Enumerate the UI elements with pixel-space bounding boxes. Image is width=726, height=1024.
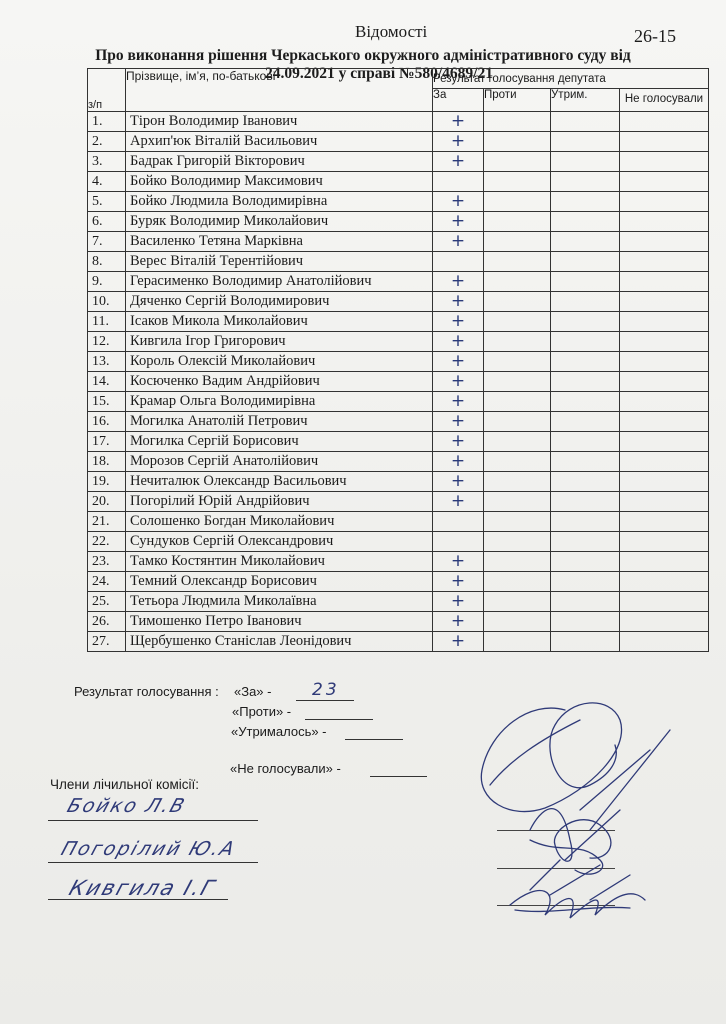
vote-ne-cell [620, 612, 709, 632]
vote-utrym-cell [551, 612, 620, 632]
commission-member-3: Кивгила І.Г [66, 876, 220, 900]
table-row [88, 472, 709, 492]
deputy-name: Нечиталюк Олександр Васильович [126, 472, 433, 492]
deputy-name: Тимошенко Петро Іванович [126, 612, 433, 632]
row-number: 5. [88, 192, 126, 212]
row-number: 7. [88, 232, 126, 252]
vote-za-mark: + [433, 412, 484, 432]
vote-ne-cell [620, 432, 709, 452]
vote-za-mark: + [433, 232, 484, 252]
deputy-name: Верес Віталій Терентійович [126, 252, 433, 272]
deputy-name: Щербушенко Станіслав Леонідович [126, 632, 433, 652]
vote-utrym-cell [551, 512, 620, 532]
deputy-name: Бойко Людмила Володимирівна [126, 192, 433, 212]
row-number: 15. [88, 392, 126, 412]
vote-utrym-cell [551, 552, 620, 572]
result-za-label: «За» - [234, 684, 272, 699]
table-row [88, 172, 709, 192]
vote-za-mark: + [433, 352, 484, 372]
vote-ne-cell [620, 312, 709, 332]
vote-za-mark [433, 172, 484, 192]
table-row [88, 112, 709, 132]
vote-za-mark: + [433, 152, 484, 172]
deputy-name: Погорілий Юрій Андрійович [126, 492, 433, 512]
vote-utrym-cell [551, 452, 620, 472]
commission-label: Члени лічильної комісії: [50, 777, 200, 792]
vote-ne-cell [620, 572, 709, 592]
vote-utrym-cell [551, 192, 620, 212]
vote-ne-cell [620, 152, 709, 172]
vote-proty-cell [484, 112, 551, 132]
vote-ne-cell [620, 492, 709, 512]
vote-utrym-cell [551, 112, 620, 132]
vote-utrym-cell [551, 272, 620, 292]
vote-ne-cell [620, 172, 709, 192]
vote-ne-cell [620, 452, 709, 472]
vote-proty-cell [484, 412, 551, 432]
result-proty-label: «Проти» - [232, 704, 292, 719]
voting-table [87, 68, 709, 652]
deputy-name: Косюченко Вадим Андрійович [126, 372, 433, 392]
row-number: 25. [88, 592, 126, 612]
vote-utrym-cell [551, 252, 620, 272]
vote-proty-cell [484, 492, 551, 512]
table-row [88, 232, 709, 252]
vote-utrym-cell [551, 492, 620, 512]
vote-proty-cell [484, 252, 551, 272]
table-row [88, 372, 709, 392]
result-ne-label: «Не голосували» - [230, 761, 341, 776]
deputy-name: Бадрак Григорій Вікторович [126, 152, 433, 172]
result-label: Результат голосування : [74, 684, 219, 699]
result-utrym-line [345, 739, 403, 740]
vote-ne-cell [620, 372, 709, 392]
vote-proty-cell [484, 272, 551, 292]
vote-proty-cell [484, 352, 551, 372]
row-number: 12. [88, 332, 126, 352]
vote-proty-cell [484, 152, 551, 172]
vote-ne-cell [620, 232, 709, 252]
table-row [88, 532, 709, 552]
row-number: 6. [88, 212, 126, 232]
row-number: 23. [88, 552, 126, 572]
vote-proty-cell [484, 392, 551, 412]
row-number: 22. [88, 532, 126, 552]
vote-za-mark: + [433, 612, 484, 632]
vote-za-mark: + [433, 632, 484, 652]
vote-proty-cell [484, 432, 551, 452]
vote-za-mark: + [433, 492, 484, 512]
vote-utrym-cell [551, 212, 620, 232]
vote-utrym-cell [551, 232, 620, 252]
column-header-za: За [433, 89, 484, 112]
deputy-name: Крамар Ольга Володимирівна [126, 392, 433, 412]
row-number: 8. [88, 252, 126, 272]
table-row [88, 512, 709, 532]
vote-proty-cell [484, 232, 551, 252]
vote-proty-cell [484, 612, 551, 632]
vote-proty-cell [484, 532, 551, 552]
vote-utrym-cell [551, 312, 620, 332]
voting-table-body [88, 112, 709, 652]
vote-proty-cell [484, 192, 551, 212]
vote-ne-cell [620, 252, 709, 272]
vote-utrym-cell [551, 292, 620, 312]
column-header-proty: Проти [484, 89, 551, 112]
row-number: 16. [88, 412, 126, 432]
vote-za-mark [433, 252, 484, 272]
deputy-name: Могилка Сергій Борисович [126, 432, 433, 452]
result-za-line [296, 700, 354, 701]
row-number: 3. [88, 152, 126, 172]
table-row [88, 432, 709, 452]
vote-za-mark: + [433, 212, 484, 232]
column-header-ne-holosuvaly: Не голосували [620, 89, 709, 112]
vote-utrym-cell [551, 132, 620, 152]
row-number: 9. [88, 272, 126, 292]
deputy-name: Бойко Володимир Максимович [126, 172, 433, 192]
result-utrym-label: «Утрималось» - [231, 724, 327, 739]
table-row [88, 352, 709, 372]
table-row [88, 272, 709, 292]
vote-proty-cell [484, 452, 551, 472]
vote-za-mark: + [433, 272, 484, 292]
vote-za-mark: + [433, 432, 484, 452]
column-header-number: з/п [88, 69, 126, 112]
deputy-name: Кивгила Ігор Григорович [126, 332, 433, 352]
row-number: 18. [88, 452, 126, 472]
deputy-name: Архип'юк Віталій Васильович [126, 132, 433, 152]
table-row [88, 412, 709, 432]
vote-za-mark: + [433, 292, 484, 312]
table-row [88, 132, 709, 152]
table-row [88, 572, 709, 592]
vote-ne-cell [620, 212, 709, 232]
vote-utrym-cell [551, 592, 620, 612]
vote-proty-cell [484, 472, 551, 492]
column-header-utrym: Утрим. [551, 89, 620, 112]
deputy-name: Тамко Костянтин Миколайович [126, 552, 433, 572]
table-row [88, 192, 709, 212]
vote-ne-cell [620, 112, 709, 132]
vote-utrym-cell [551, 572, 620, 592]
result-ne-line [370, 776, 427, 777]
table-row [88, 312, 709, 332]
vote-ne-cell [620, 592, 709, 612]
vote-za-mark: + [433, 192, 484, 212]
vote-za-mark [433, 532, 484, 552]
vote-utrym-cell [551, 532, 620, 552]
vote-proty-cell [484, 572, 551, 592]
commission-member-1: Бойко Л.В [64, 795, 190, 817]
commission-member-2: Погорілий Ю.А [58, 838, 239, 860]
table-row [88, 292, 709, 312]
vote-ne-cell [620, 352, 709, 372]
vote-za-mark: + [433, 312, 484, 332]
signature-scribbles [470, 690, 700, 930]
vote-za-mark: + [433, 392, 484, 412]
vote-za-mark: + [433, 572, 484, 592]
vote-ne-cell [620, 632, 709, 652]
table-row [88, 212, 709, 232]
vote-za-mark: + [433, 112, 484, 132]
vote-ne-cell [620, 392, 709, 412]
deputy-name: Тірон Володимир Іванович [126, 112, 433, 132]
deputy-name: Герасименко Володимир Анатолійович [126, 272, 433, 292]
table-row [88, 452, 709, 472]
vote-za-mark: + [433, 552, 484, 572]
vote-utrym-cell [551, 152, 620, 172]
subtitle-line-2: 24.09.2021 у справі №580/4689/21 [265, 65, 493, 82]
row-number: 4. [88, 172, 126, 192]
deputy-name: Дяченко Сергій Володимирович [126, 292, 433, 312]
column-header-name: Прізвище, ім’я, по-батькові [126, 69, 433, 112]
row-number: 24. [88, 572, 126, 592]
row-number: 11. [88, 312, 126, 332]
vote-proty-cell [484, 172, 551, 192]
deputy-name: Король Олексій Миколайович [126, 352, 433, 372]
vote-ne-cell [620, 292, 709, 312]
row-number: 1. [88, 112, 126, 132]
vote-ne-cell [620, 552, 709, 572]
deputy-name: Солошенко Богдан Миколайович [126, 512, 433, 532]
vote-za-mark: + [433, 452, 484, 472]
table-row [88, 592, 709, 612]
vote-proty-cell [484, 292, 551, 312]
table-row [88, 492, 709, 512]
subtitle-line-1: Про виконання рішення Черкаського окружного адміністративного суду від [95, 47, 631, 64]
table-row [88, 392, 709, 412]
row-number: 2. [88, 132, 126, 152]
row-number: 17. [88, 432, 126, 452]
result-za-value: 23 [312, 680, 340, 700]
vote-utrym-cell [551, 632, 620, 652]
vote-proty-cell [484, 632, 551, 652]
vote-za-mark: + [433, 372, 484, 392]
vote-za-mark [433, 512, 484, 532]
member-3-line [48, 899, 228, 900]
member-1-line [48, 820, 258, 821]
deputy-name: Сундуков Сергій Олександрович [126, 532, 433, 552]
vote-proty-cell [484, 212, 551, 232]
vote-proty-cell [484, 512, 551, 532]
vote-utrym-cell [551, 172, 620, 192]
row-number: 21. [88, 512, 126, 532]
vote-proty-cell [484, 552, 551, 572]
deputy-name: Морозов Сергій Анатолійович [126, 452, 433, 472]
deputy-name: Темний Олександр Борисович [126, 572, 433, 592]
vote-proty-cell [484, 372, 551, 392]
vote-utrym-cell [551, 352, 620, 372]
table-row [88, 612, 709, 632]
vote-ne-cell [620, 272, 709, 292]
vote-ne-cell [620, 532, 709, 552]
row-number: 26. [88, 612, 126, 632]
deputy-name: Ісаков Микола Миколайович [126, 312, 433, 332]
row-number: 10. [88, 292, 126, 312]
row-number: 14. [88, 372, 126, 392]
vote-ne-cell [620, 192, 709, 212]
deputy-name: Тетьора Людмила Миколаївна [126, 592, 433, 612]
vote-proty-cell [484, 592, 551, 612]
vote-ne-cell [620, 472, 709, 492]
vote-utrym-cell [551, 332, 620, 352]
vote-ne-cell [620, 132, 709, 152]
deputy-name: Буряк Володимир Миколайович [126, 212, 433, 232]
document-title: Відомості [355, 22, 428, 41]
vote-za-mark: + [433, 332, 484, 352]
vote-utrym-cell [551, 432, 620, 452]
deputy-name: Василенко Тетяна Марківна [126, 232, 433, 252]
deputy-name: Могилка Анатолій Петрович [126, 412, 433, 432]
vote-proty-cell [484, 312, 551, 332]
result-proty-line [305, 719, 373, 720]
table-row [88, 632, 709, 652]
vote-za-mark: + [433, 472, 484, 492]
vote-za-mark: + [433, 592, 484, 612]
row-number: 19. [88, 472, 126, 492]
row-number: 20. [88, 492, 126, 512]
table-row [88, 252, 709, 272]
column-header-result: Результат голосування депутата [433, 69, 709, 89]
vote-utrym-cell [551, 472, 620, 492]
table-row [88, 152, 709, 172]
table-row [88, 552, 709, 572]
document-number: 26-15 [634, 26, 676, 46]
row-number: 27. [88, 632, 126, 652]
vote-proty-cell [484, 132, 551, 152]
vote-utrym-cell [551, 392, 620, 412]
vote-ne-cell [620, 332, 709, 352]
row-number: 13. [88, 352, 126, 372]
vote-proty-cell [484, 332, 551, 352]
vote-ne-cell [620, 512, 709, 532]
vote-utrym-cell [551, 412, 620, 432]
table-row [88, 332, 709, 352]
vote-ne-cell [620, 412, 709, 432]
member-2-line [48, 862, 258, 863]
vote-za-mark: + [433, 132, 484, 152]
vote-utrym-cell [551, 372, 620, 392]
